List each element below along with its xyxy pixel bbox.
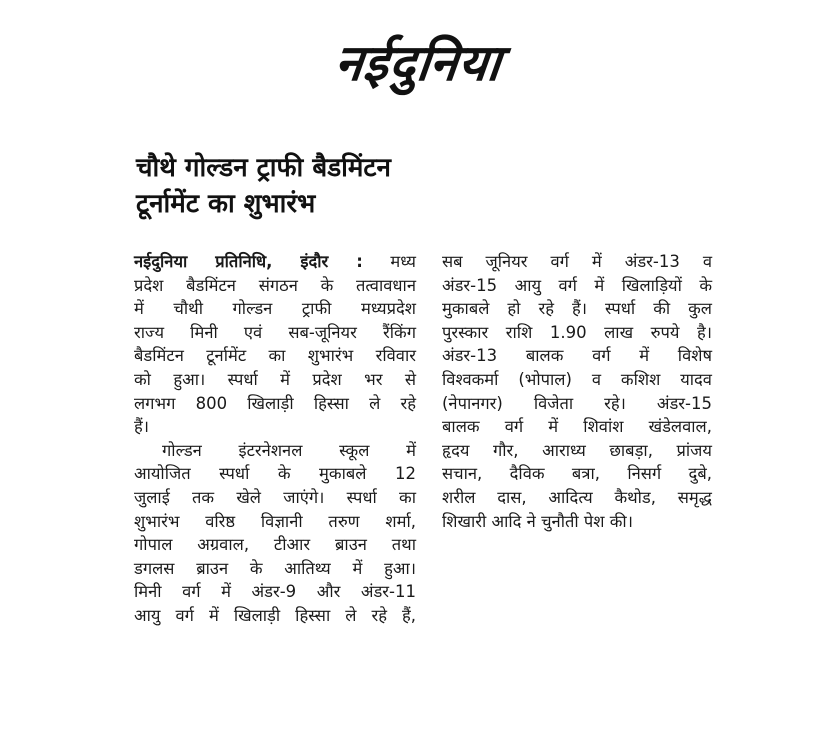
column-line: डगलस ब्राउन के आतिथ्य में हुआ। (134, 558, 416, 578)
article-byline: नईदुनिया प्रतिनिधि, इंदौर : (134, 252, 363, 271)
masthead-logo-text: नईदुनिया (332, 34, 505, 92)
newspaper-masthead (0, 28, 837, 98)
column-line: मिनी वर्ग में अंडर-9 और अंडर-11 (134, 582, 416, 602)
column-line: शिखारी आदि ने चुनौती पेश की। (442, 511, 633, 531)
column-line: शरील दास, आदित्य कैथोड, समृद्ध (442, 487, 712, 507)
column-line: लगभग 800 खिलाड़ी हिस्सा ले रहे (134, 393, 416, 413)
headline-line-1: चौथे गोल्डन ट्राफी बैडमिंटन (136, 153, 391, 183)
column-line: हृदय गौर, आराध्य छाबड़ा, प्रांजय (442, 440, 712, 460)
column-line: बालक वर्ग में शिवांश खंडेलवाल, (442, 417, 712, 437)
column-line: प्रदेश बैडमिंटन संगठन के तत्वावधान (134, 275, 416, 295)
article-column-left (134, 250, 416, 628)
headline-line-2: टूर्नामेंट का शुभारंभ (136, 189, 316, 219)
column-line: गोपाल अग्रवाल, टीआर ब्राउन तथा (134, 535, 416, 555)
column-line: राज्य मिनी एवं सब-जूनियर रैंकिंग (134, 322, 416, 342)
column-line: बैडमिंटन टूर्नामेंट का शुभारंभ रविवार (134, 346, 416, 366)
article-headline (136, 150, 436, 222)
column-line-text: मध्य (390, 252, 416, 271)
column-line: (नेपानगर) विजेता रहे। अंडर-15 (442, 393, 712, 413)
column-line: आयोजित स्पर्धा के मुकाबले 12 (134, 464, 416, 484)
column-line: में चौथी गोल्डन ट्राफी मध्यप्रदेश (134, 299, 416, 319)
column-line: मुकाबले हो रहे हैं। स्पर्धा की कुल (442, 299, 712, 319)
column-line: अंडर-15 आयु वर्ग में खिलाड़ियों के (442, 275, 712, 295)
column-line: विश्वकर्मा (भोपाल) व कशिश यादव (442, 369, 712, 389)
column-line: सचान, दैविक बत्रा, निसर्ग दुबे, (442, 464, 712, 484)
column-line: गोल्डन इंटरनेशनल स्कूल में (162, 440, 416, 460)
column-line: पुरस्कार राशि 1.90 लाख रुपये है। (442, 322, 712, 342)
column-line: जुलाई तक खेले जाएंगे। स्पर्धा का (134, 487, 416, 507)
column-line: हैं। (134, 417, 150, 437)
column-line (134, 250, 416, 274)
column-line: आयु वर्ग में खिलाड़ी हिस्सा ले रहे हैं, (134, 605, 416, 625)
article-column-right (442, 250, 712, 533)
column-line: शुभारंभ वरिष्ठ विज्ञानी तरुण शर्मा, (134, 511, 416, 531)
column-line: को हुआ। स्पर्धा में प्रदेश भर से (134, 369, 416, 389)
column-line: सब जूनियर वर्ग में अंडर-13 व (442, 252, 712, 271)
column-line: अंडर-13 बालक वर्ग में विशेष (442, 346, 712, 366)
